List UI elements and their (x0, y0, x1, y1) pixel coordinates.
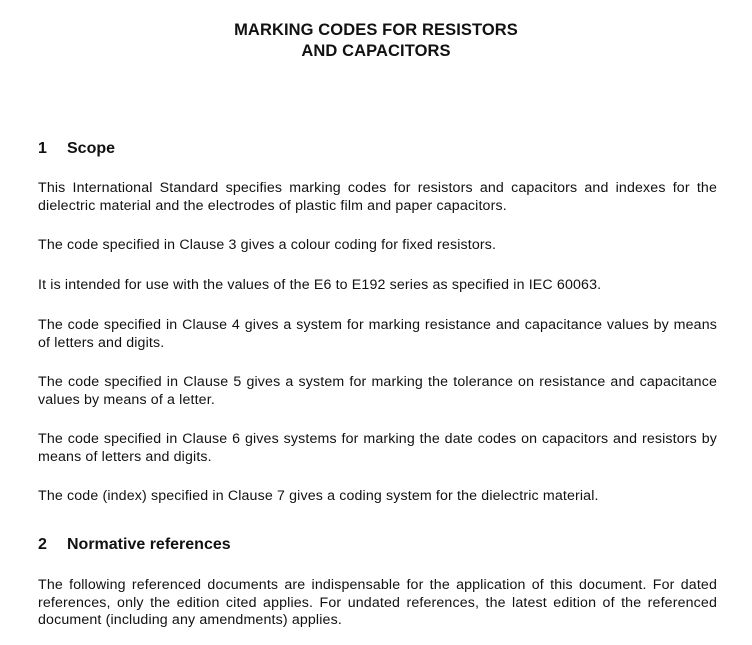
scope-paragraph-2: The code specified in Clause 3 gives a colour coding for fixed resistors. (38, 237, 497, 253)
normative-references-paragraph-1: The following referenced documents are indispensable for the application of this document. For dated references, only the edition cited applies. For undated references, the latest edition of the referenced document (including any amendments) applies. (38, 577, 717, 628)
section-number: 2 (38, 536, 47, 553)
document-title-line-1: MARKING CODES FOR RESISTORS (234, 21, 518, 39)
section-number: 1 (38, 140, 47, 157)
document-title (0, 20, 752, 62)
scope-paragraph-4: The code specified in Clause 4 gives a system for marking resistance and capacitance values by means of letters and digits. (38, 317, 717, 351)
scope-paragraph-1: This International Standard specifies marking codes for resistors and capacitors and indexes for the dielectric material and the electrodes of plastic film and paper capacitors. (38, 180, 717, 214)
section-title: Normative references (67, 536, 231, 553)
document-title-line-2: AND CAPACITORS (301, 42, 451, 60)
scope-paragraph-6: The code specified in Clause 6 gives systems for marking the date codes on capacitors and resistors by means of letters and digits. (38, 431, 717, 465)
section-heading-scope (38, 139, 115, 159)
scope-paragraph-7: The code (index) specified in Clause 7 gives a coding system for the dielectric material. (38, 488, 599, 504)
section-title: Scope (67, 140, 116, 157)
scope-paragraph-5: The code specified in Clause 5 gives a system for marking the tolerance on resistance and capacitance values by means of a letter. (38, 374, 717, 408)
section-heading-normative-references (38, 535, 231, 555)
scope-paragraph-3: It is intended for use with the values of the E6 to E192 series as specified in IEC 60063. (38, 277, 602, 293)
